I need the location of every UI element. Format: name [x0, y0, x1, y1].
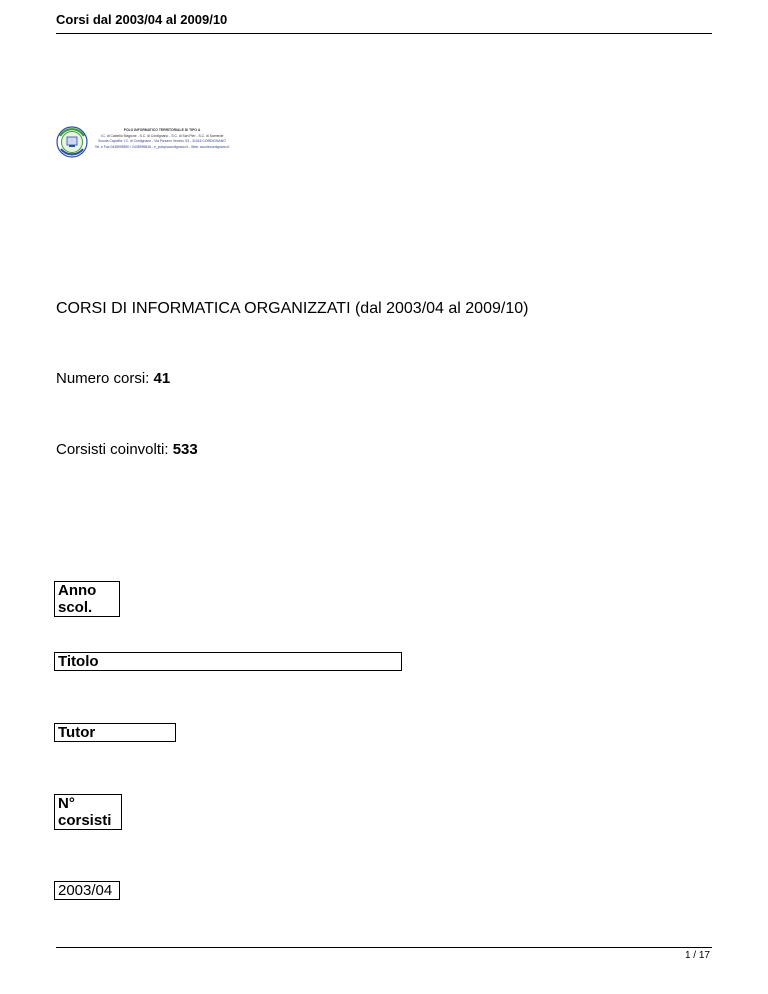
corsisti-coinvolti-label: Corsisti coinvolti: [56, 441, 173, 458]
logo-line-1: POLO INFORMATICO TERRITORIALE DI TIPO A [123, 128, 201, 132]
corsisti-coinvolti-value: 533 [172, 441, 198, 458]
polo-logo [56, 126, 228, 158]
table-header-n-corsisti: N° corsisti [54, 794, 122, 830]
footer-rule [56, 947, 712, 948]
logo-line-3: Scuola Capofila: I.C. di Cordignano - Via Pizzano Veneto, 53 - 31016 CORDIGNANO [98, 139, 226, 144]
header-rule [56, 33, 712, 34]
logo-line-2: I.C. di Castello Magione - S.C. di Cordignano - S.C. di San Pier - S.C. di Sarmede [100, 133, 224, 138]
table-header-tutor: Tutor [54, 723, 176, 742]
table-header-titolo: Titolo [54, 652, 402, 671]
page-heading: CORSI DI INFORMATICA ORGANIZZATI (dal 2003/04 al 2009/10) [56, 300, 529, 317]
numero-corsi-value: 41 [153, 370, 171, 387]
page-number: 1 / 17 [684, 950, 710, 961]
logo-text [92, 128, 232, 150]
table-header-anno: Anno scol. [54, 581, 120, 617]
logo-line-4: Tel. e Fax 0438995590 / 0438995818 - e_polopiucordignano.it - Web: scuolecordignano.it [94, 144, 230, 149]
table-cell-anno: 2003/04 [54, 881, 120, 900]
page-header-title: Corsi dal 2003/04 al 2009/10 [56, 12, 228, 27]
polo-seal-icon [56, 126, 88, 158]
numero-corsi-label: Numero corsi: [56, 370, 154, 387]
corsisti-coinvolti [56, 441, 198, 458]
numero-corsi [56, 370, 170, 387]
